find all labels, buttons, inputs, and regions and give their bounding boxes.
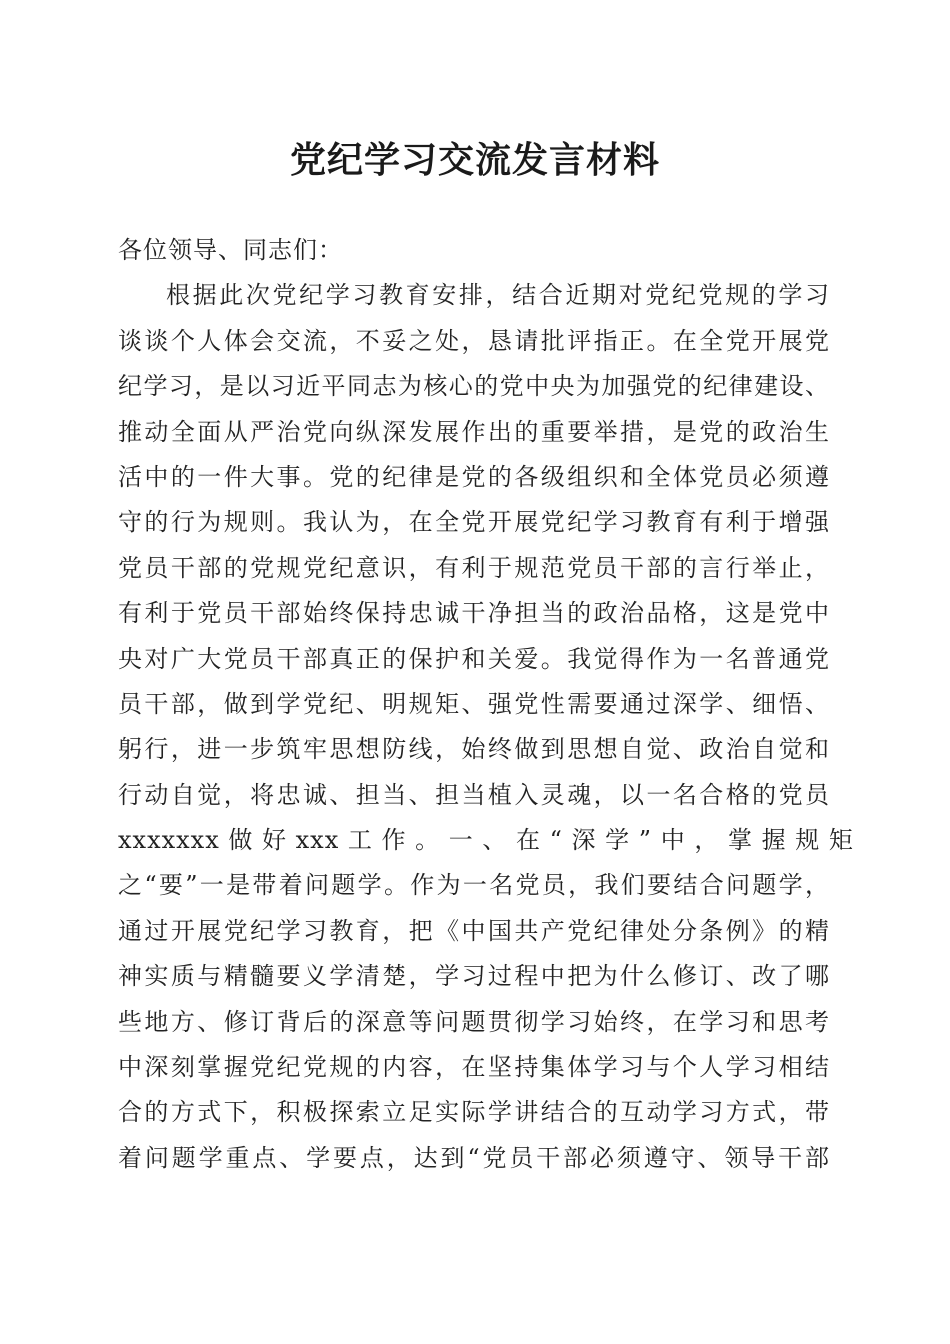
paragraph-line: 合的方式下，积极探索立足实际学讲结合的互动学习方式，带 — [118, 1098, 830, 1127]
paragraph-line: 员干部，做到学党纪、明规矩、强党性需要通过深学、细悟、 — [118, 689, 830, 718]
paragraph-line: 些地方、修订背后的深意等问题贯彻学习始终，在学习和思考 — [118, 1007, 830, 1036]
paragraph-line: 中深刻掌握党纪党规的内容，在坚持集体学习与个人学习相结 — [118, 1053, 830, 1082]
paragraph-line: 神实质与精髓要义学清楚，学习过程中把为什么修订、改了哪 — [118, 962, 830, 991]
document-body — [118, 228, 854, 1181]
paragraph-line: 守的行为规则。我认为，在全党开展党纪学习教育有利于增强 — [118, 508, 830, 537]
paragraph-line: 纪学习，是以习近平同志为核心的党中央为加强党的纪律建设、 — [118, 372, 830, 401]
paragraph-line: 谈谈个人体会交流，不妥之处，恳请批评指正。在全党开展党 — [118, 326, 830, 355]
paragraph-line: 之“要”一是带着问题学。作为一名党员，我们要结合问题学， — [118, 871, 830, 900]
paragraph-line: 推动全面从严治党向纵深发展作出的重要举措，是党的政治生 — [118, 417, 830, 446]
paragraph-line: xxxxxxx 做 好 xxx 工 作 。 一 、 在 “ 深 学 ” 中 ， 掌 握 规 矩 — [118, 826, 854, 855]
document-title: 党纪学习交流发言材料 — [289, 139, 660, 181]
salutation: 各位领导、同志们： — [118, 236, 343, 264]
paragraph-line: 活中的一件大事。党的纪律是党的各级组织和全体党员必须遵 — [118, 462, 830, 491]
paragraph-line: 根据此次党纪学习教育安排，结合近期对党纪党规的学习 — [166, 281, 830, 310]
paragraph-line: 有利于党员干部始终保持忠诚干净担当的政治品格，这是党中 — [118, 599, 830, 628]
paragraph-line: 央对广大党员干部真正的保护和关爱。我觉得作为一名普通党 — [118, 644, 830, 673]
paragraph-line: 通过开展党纪学习教育，把《中国共产党纪律处分条例》的精 — [118, 916, 830, 945]
paragraph-line: 着问题学重点、学要点，达到“党员干部必须遵守、领导干部 — [118, 1143, 830, 1172]
paragraph-line: 行动自觉，将忠诚、担当、担当植入灵魂，以一名合格的党员 — [118, 780, 830, 809]
paragraph-line: 党员干部的党规党纪意识，有利于规范党员干部的言行举止， — [118, 553, 830, 582]
paragraph-line: 躬行，进一步筑牢思想防线，始终做到思想自觉、政治自觉和 — [118, 735, 830, 764]
